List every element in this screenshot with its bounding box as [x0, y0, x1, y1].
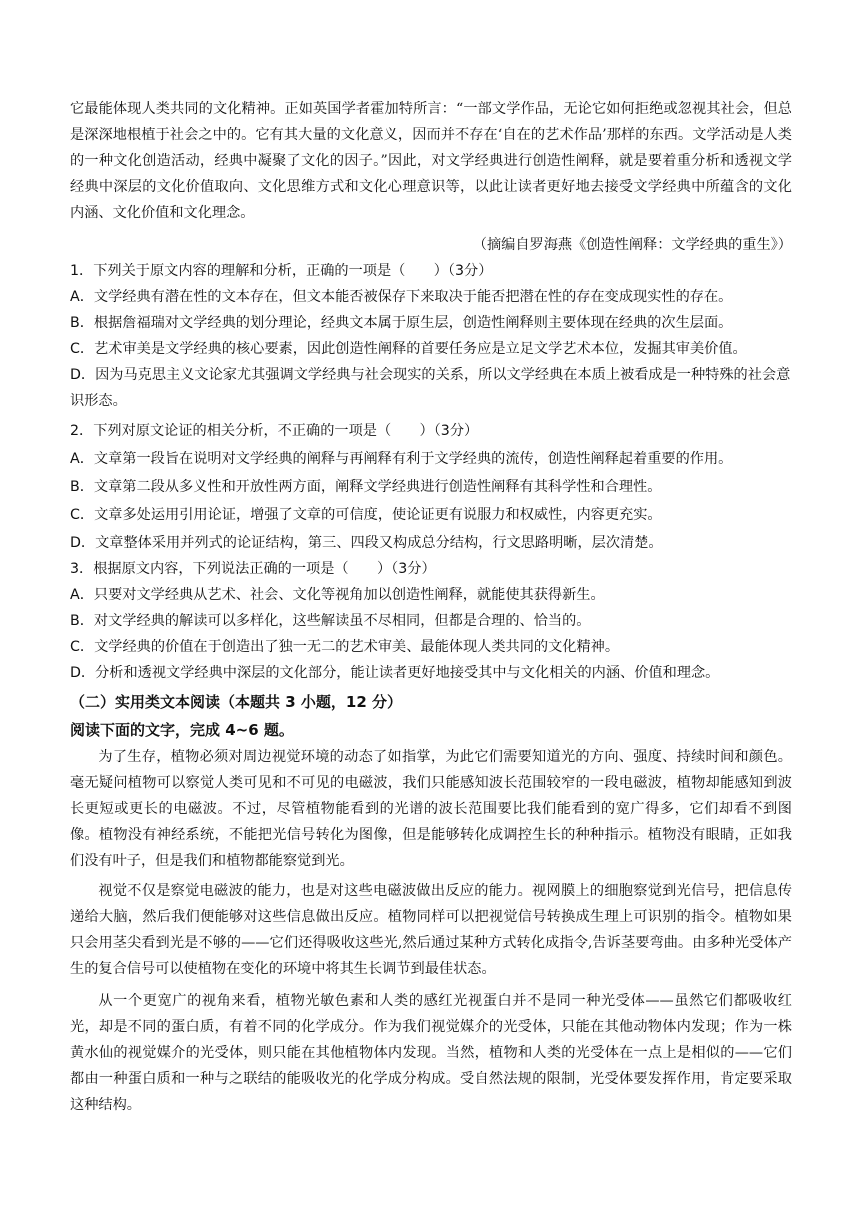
- article-paragraph-1: 为了生存，植物必须对周边视觉环境的动态了如指掌，为此它们需要知道光的方向、强度、持续时间和颜色。毫无疑问植物可以察觉人类可见和不可见的电磁波，我们只能感知波长范围较窄的一段电磁波，植物却能感知到波长更短或更长的电磁波。不过，尽管植物能看到的光谱的波长范围要比我们能看到的宽广得多，它们却看不到图像。植物没有神经系统，不能把光信号转化为图像，但是能够转化成调控生长的种种指示。植物没有眼睛，正如我们没有叶子，但是我们和植物都能察觉到光。: [70, 749, 792, 869]
- question-3-option-c: C．文学经典的价值在于创造出了独一无二的艺术审美、最能体现人类共同的文化精神。: [70, 639, 620, 655]
- article-paragraph-3: 从一个更宽广的视角来看，植物光敏色素和人类的感红光视蛋白并不是同一种光受体——虽然它们都吸收红光，却是不同的蛋白质，有着不同的化学成分。作为我们视觉媒介的光受体，只能在其他动物体内发现；作为一株黄水仙的视觉媒介的光受体，则只能在其他植物体内发现。当然，植物和人类的光受体在一点上是相似的——它们都由一种蛋白质和一种与之联结的能吸收光的化学成分构成。受自然法规的限制，光受体要发挥作用，肯定要采取这种结构。: [70, 993, 792, 1113]
- question-1-option-a: A．文学经典有潜在性的文本存在，但文本能否被保存下来取决于能否把潜在性的存在变成现实性的存在。: [70, 289, 733, 305]
- question-2-option-b: B．文章第二段从多义性和开放性两方面，阐释文学经典进行创造性阐释有其科学性和合理性。: [70, 479, 662, 495]
- section-two-title: （二）实用类文本阅读（本题共 3 小题，12 分）: [70, 693, 402, 711]
- passage-source: （摘编自罗海燕《创造性阐释：文学经典的重生》）: [472, 237, 792, 253]
- section-two-instruction: 阅读下面的文字，完成 4~6 题。: [70, 721, 294, 739]
- question-1-option-b: B．根据詹福瑞对文学经典的划分理论，经典文本属于原生层，创造性阐释则主要体现在经典的次生层面。: [70, 315, 733, 331]
- question-1-option-c: C．艺术审美是文学经典的核心要素，因此创造性阐释的首要任务应是立足文学艺术本位，发掘其审美价值。: [70, 341, 747, 357]
- question-2-option-a: A．文章第一段旨在说明对文学经典的阐释与再阐释有利于文学经典的流传，创造性阐释起着重要的作用。: [70, 451, 733, 467]
- question-2-option-c: C．文章多处运用引用论证，增强了文章的可信度，使论证更有说服力和权威性，内容更充实。: [70, 507, 662, 523]
- question-3-option-d: D．分析和透视文学经典中深层的文化部分，能让读者更好地接受其中与文化相关的内涵、价值和理念。: [70, 665, 720, 681]
- passage-paragraph-end: 它最能体现人类共同的文化精神。正如英国学者霍加特所言：“一部文学作品，无论它如何拒绝或忽视其社会，但总是深深地根植于社会之中的。它有其大量的文化意义，因而并不存在‘自在的艺术作品’那样的东西。文学活动是人类的一种文化创造活动，经典中凝聚了文化的因子。”因此，对文学经典进行创造性阐释，就是要着重分析和透视文学经典中深层的文化价值取向、文化思维方式和文化心理意识等，以此让读者更好地去接受文学经典中所蕴含的文化内涵、文化价值和文化理念。: [70, 101, 792, 221]
- question-3-option-a: A．只要对文学经典从艺术、社会、文化等视角加以创造性阐释，就能使其获得新生。: [70, 587, 605, 603]
- question-3-option-b: B．对文学经典的解读可以多样化，这些解读虽不尽相同，但都是合理的、恰当的。: [70, 613, 591, 629]
- question-1-option-d: D．因为马克思主义文论家尤其强调文学经典与社会现实的关系，所以文学经典在本质上被看成是一种特殊的社会意识形态。: [70, 367, 791, 409]
- question-2-option-d: D．文章整体采用并列式的论证结构，第三、四段又构成总分结构，行文思路明晰，层次清楚。: [70, 535, 663, 551]
- article-paragraph-2: 视觉不仅是察觉电磁波的能力，也是对这些电磁波做出反应的能力。视网膜上的细胞察觉到光信号，把信息传递给大脑，然后我们便能够对这些信息做出反应。植物同样可以把视觉信号转换成生理上可识别的指令。植物如果只会用茎尖看到光是不够的——它们还得吸收这些光,然后通过某种方式转化成指令,告诉茎要弯曲。由多种光受体产生的复合信号可以使植物在变化的环境中将其生长调节到最佳状态。: [70, 883, 792, 977]
- question-1-stem: 1．下列关于原文内容的理解和分析，正确的一项是（ ）（3分）: [70, 263, 493, 279]
- question-2-stem: 2．下列对原文论证的相关分析，不正确的一项是（ ）（3分）: [70, 423, 479, 439]
- question-3-stem: 3．根据原文内容，下列说法正确的一项是（ ）（3分）: [70, 561, 436, 577]
